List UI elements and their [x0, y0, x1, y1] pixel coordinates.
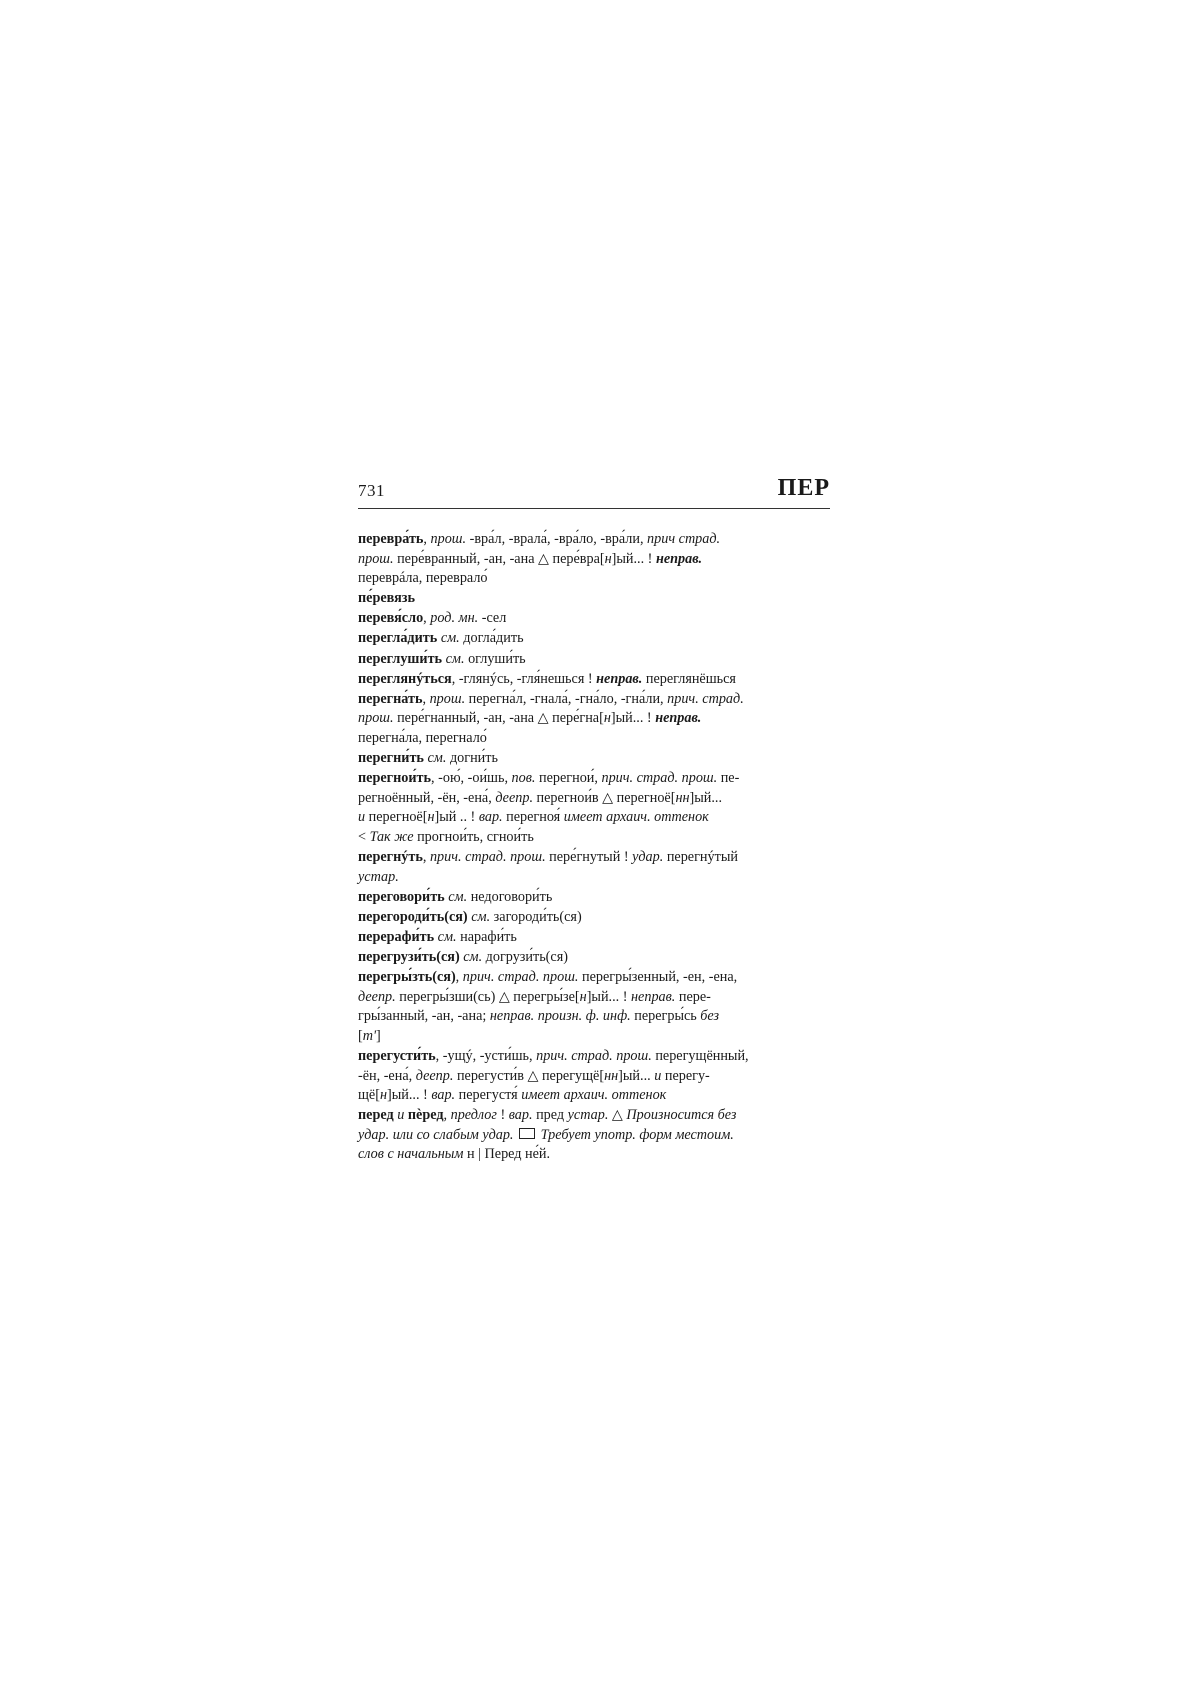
entry-label: пов.	[511, 770, 536, 787]
entry-headword: перегни́ть	[358, 750, 424, 767]
entry-text: перегнои́в △ перегноё[	[533, 789, 676, 806]
entry-headword: перегнои́ть	[358, 770, 432, 787]
entry-label: вар.	[431, 1087, 456, 1104]
entry-headword: переговори́ть	[358, 888, 445, 905]
entry-text: перегры́зши(сь) △ перегры́зе[	[395, 988, 580, 1005]
running-head: ПЕР	[777, 475, 830, 501]
entry-text: [	[358, 1027, 363, 1044]
entry-line	[358, 1067, 836, 1087]
dictionary-entry	[358, 589, 836, 609]
entry-line	[358, 769, 836, 789]
entry-line	[358, 908, 836, 928]
entry-label: неправ.	[631, 988, 676, 1005]
entry-label: прич. страд. прош.	[601, 770, 718, 787]
entry-headword: переглянýться	[358, 670, 452, 687]
entry-text: догрузи́ть(ся)	[482, 948, 568, 965]
entry-line	[358, 848, 836, 868]
entry-label: прич. страд. прош.	[536, 1047, 652, 1064]
dictionary-entry	[358, 670, 836, 690]
entry-label: см.	[471, 908, 491, 925]
dictionary-entry	[358, 848, 836, 887]
square-symbol-icon	[519, 1128, 535, 1139]
entry-text: ,	[422, 690, 430, 707]
entry-label: Произносится без	[626, 1107, 737, 1124]
entry-label: н	[579, 988, 587, 1005]
dictionary-entry	[358, 609, 836, 629]
entry-line	[358, 868, 836, 888]
entry-text: пере-	[675, 988, 711, 1005]
entry-text: ,	[455, 969, 463, 986]
entry-text: догла́дить	[459, 630, 524, 647]
dictionary-entry	[358, 1047, 836, 1106]
entry-text: пе-	[717, 770, 740, 787]
entry-line	[358, 968, 836, 988]
entry-line	[358, 1145, 836, 1165]
dictionary-entry	[358, 908, 836, 928]
entry-text: нарафи́ть	[456, 928, 517, 945]
entry-line	[358, 530, 836, 550]
entry-label: нн	[604, 1067, 619, 1084]
entry-line	[358, 550, 836, 570]
entry-text: перегры́сь	[630, 1008, 701, 1025]
dictionary-entry	[358, 749, 836, 769]
entry-line	[358, 709, 836, 729]
entry-headword: перегороди́ть(ся)	[358, 908, 468, 925]
entry-text: перегнои́,	[535, 770, 602, 787]
page-header	[358, 475, 830, 509]
dictionary-entry	[358, 530, 836, 589]
entry-text: , -ущý, -усти́шь,	[435, 1047, 537, 1064]
entry-line	[358, 948, 836, 968]
entry-headword: перегла́дить	[358, 630, 438, 647]
entry-text: <	[358, 828, 370, 845]
entry-text: ]ый... !	[610, 710, 656, 727]
entry-list	[358, 530, 836, 1166]
entry-label: Так же	[369, 828, 414, 845]
entry-line	[358, 589, 836, 609]
entry-label: удар. или со слабым удар.	[358, 1126, 514, 1143]
entry-label: нн	[675, 789, 690, 806]
entry-text: н | Перед не́й.	[463, 1146, 551, 1163]
entry-label: устар.	[567, 1107, 609, 1124]
entry-headword: перегрузи́ть(ся)	[358, 948, 460, 965]
entry-label: т'	[362, 1027, 377, 1044]
entry-text: прогнои́ть, сгнои́ть	[413, 828, 534, 845]
entry-text: -ён, -ена́,	[358, 1067, 416, 1084]
entry-text: ,	[423, 531, 431, 547]
page-number: 731	[358, 481, 385, 500]
entry-text: ]ый...	[618, 1067, 655, 1084]
entry-label: прош.	[430, 531, 467, 547]
entry-text: пред	[532, 1107, 568, 1124]
entry-line	[358, 749, 836, 769]
entry-label: удар.	[632, 849, 664, 865]
entry-label: вар.	[478, 809, 503, 826]
entry-headword: пѐред	[407, 1107, 444, 1124]
entry-line	[358, 928, 836, 948]
entry-text: перегущённый,	[651, 1047, 749, 1064]
entry-label: см.	[448, 888, 468, 905]
entry-label: имеет архаич. оттенок	[521, 1087, 667, 1104]
entry-text: ,	[422, 849, 430, 865]
entry-label: н	[603, 710, 611, 727]
entry-label: см.	[437, 928, 457, 945]
entry-label: н	[427, 809, 435, 826]
entry-label: неправ. произн. ф. инф.	[489, 1008, 631, 1025]
dictionary-entry	[358, 948, 836, 968]
entry-label: н	[379, 1087, 387, 1104]
entry-text: перегу-	[661, 1067, 710, 1084]
header-rule	[358, 508, 830, 509]
entry-text: перегусти́в △ перегущё[	[453, 1067, 605, 1084]
entry-text: пере́гнанный, -ан, -ана △ пере́гна[	[393, 710, 604, 727]
entry-line	[358, 569, 836, 589]
entry-label: вар.	[508, 1107, 533, 1124]
dictionary-entry	[358, 928, 836, 948]
entry-text: переглянёшься	[642, 670, 736, 687]
entry-line	[358, 690, 836, 710]
entry-text: регноённый, -ён, -ена́,	[358, 789, 496, 806]
entry-label: неправ.	[596, 670, 643, 687]
dictionary-entry	[358, 1106, 836, 1165]
entry-label: н	[604, 550, 612, 567]
entry-text: перегры́зенный, -ен, -ена,	[578, 969, 738, 986]
entry-label: прич. страд. прош.	[462, 969, 579, 986]
entry-text: щё[	[358, 1087, 380, 1104]
entry-label: предлог	[450, 1107, 497, 1124]
dictionary-entry	[358, 968, 836, 1046]
entry-text: оглуши́ть	[464, 650, 526, 667]
entry-label: и	[358, 809, 366, 826]
entry-text: ]ый...	[689, 789, 723, 806]
dictionary-entry	[358, 650, 836, 670]
entry-line	[358, 1047, 836, 1067]
entry-headword: перегна́ть	[358, 690, 423, 707]
entry-headword: пе́ревязь	[358, 590, 416, 607]
entry-label: деепр.	[415, 1067, 454, 1084]
entry-text: ]ый .. !	[434, 809, 479, 826]
entry-line	[358, 729, 836, 749]
entry-label: см.	[463, 948, 483, 965]
entry-text: переврáла, переврало́	[358, 570, 488, 587]
entry-text: -вра́л, -врала́, -вра́ло, -вра́ли,	[466, 531, 648, 547]
entry-text: перегна́ла, перегнало́	[358, 729, 487, 746]
entry-text: ]ый... !	[387, 1087, 432, 1104]
dictionary-entry	[358, 629, 836, 649]
dictionary-entry	[358, 769, 836, 847]
entry-text: гры́занный, -ан, -ана;	[358, 1008, 490, 1025]
entry-text: △	[608, 1107, 627, 1124]
entry-text: ]ый... !	[611, 550, 656, 567]
entry-headword: перегры́зть(ся)	[358, 969, 456, 986]
entry-line	[358, 988, 836, 1008]
entry-headword: перевя́сло	[358, 610, 424, 627]
entry-line	[358, 650, 836, 670]
entry-headword: перерафи́ть	[358, 928, 435, 945]
entry-label: Требует употр. форм местоим.	[540, 1126, 734, 1143]
entry-label: прош.	[358, 710, 394, 727]
entry-label: см.	[440, 630, 460, 647]
entry-line	[358, 1086, 836, 1106]
entry-text: ,	[423, 610, 431, 627]
entry-line	[358, 1106, 836, 1126]
entry-label: прош.	[358, 550, 394, 567]
entry-label: прич. страд. прош.	[429, 849, 546, 865]
entry-label: прич страд.	[647, 531, 721, 547]
entry-text: !	[496, 1107, 509, 1124]
entry-line	[358, 888, 836, 908]
entry-headword: перед	[358, 1107, 394, 1124]
entry-label: прич. страд.	[667, 690, 744, 707]
entry-label: деепр.	[495, 789, 533, 806]
entry-line	[358, 828, 836, 848]
entry-text: перегустя́	[455, 1087, 522, 1104]
entry-line	[358, 629, 836, 649]
entry-text: ]ый... !	[586, 988, 632, 1005]
entry-label: слов с начальным	[358, 1146, 464, 1163]
entry-text: ,	[443, 1107, 451, 1124]
entry-label: устар.	[358, 868, 399, 885]
entry-text	[513, 1127, 517, 1143]
entry-label: и	[397, 1107, 405, 1124]
dictionary-entry	[358, 888, 836, 908]
entry-headword: перегусти́ть	[358, 1047, 436, 1064]
entry-text: , -ою́, -ои́шь,	[431, 770, 512, 787]
entry-line	[358, 670, 836, 690]
entry-text: ]	[376, 1027, 381, 1044]
entry-line	[358, 1126, 836, 1146]
entry-line	[358, 1007, 836, 1027]
entry-headword: переглуши́ть	[358, 650, 443, 667]
dictionary-entry	[358, 690, 836, 749]
entry-label: прош.	[429, 690, 466, 707]
entry-label: неправ.	[655, 710, 702, 727]
entry-text: перегнýтый	[663, 849, 738, 865]
entry-label: имеет архаич. оттенок	[563, 809, 709, 826]
entry-text: пере́гнутый !	[545, 849, 633, 865]
entry-label: без	[700, 1008, 720, 1025]
entry-headword: перегнýть	[358, 849, 423, 865]
entry-line	[358, 789, 836, 809]
entry-text: перегна́л, -гнала́, -гна́ло, -гна́ли,	[465, 690, 668, 707]
entry-text: , -глянýсь, -гля́нешься !	[451, 670, 597, 687]
entry-text: пере́вранный, -ан, -ана △ пере́вра[	[393, 550, 605, 567]
entry-line	[358, 609, 836, 629]
entry-line	[358, 1027, 836, 1047]
entry-text: загороди́ть(ся)	[490, 908, 582, 925]
entry-text: перегноя́	[502, 809, 564, 826]
entry-line	[358, 808, 836, 828]
entry-label: род. мн.	[430, 610, 479, 627]
entry-label: и	[654, 1067, 662, 1084]
entry-headword: перевра́ть	[358, 531, 424, 547]
entry-text: догни́ть	[446, 750, 498, 767]
entry-label: деепр.	[358, 988, 396, 1005]
entry-text: перегноё[	[365, 809, 428, 826]
entry-label: см.	[445, 650, 465, 667]
entry-text: -сел	[478, 610, 507, 627]
entry-label: неправ.	[655, 550, 703, 567]
entry-label: см.	[427, 750, 447, 767]
entry-text: недоговори́ть	[467, 888, 553, 905]
